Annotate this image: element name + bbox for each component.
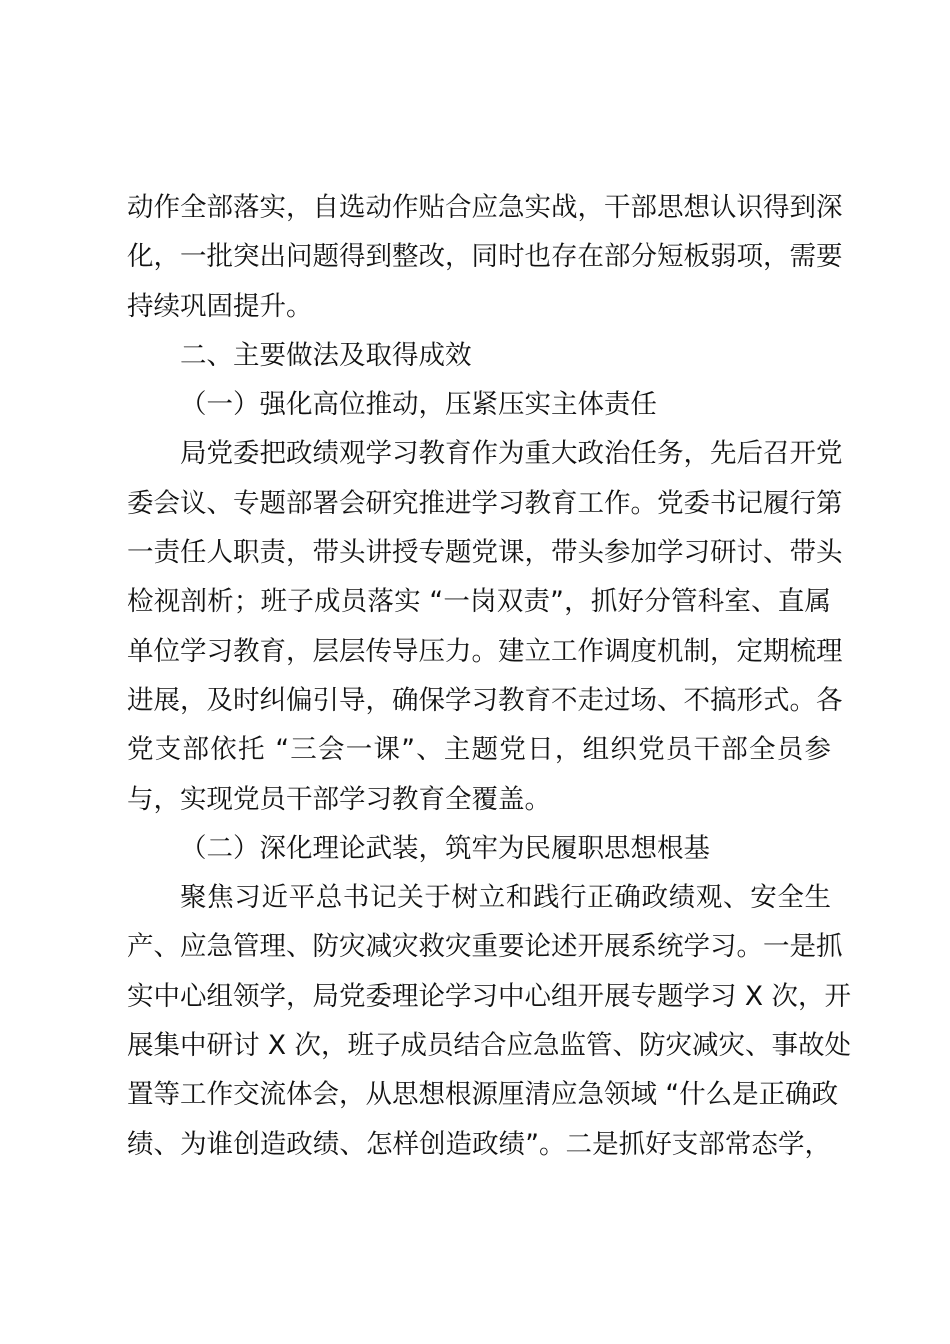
paragraph-line: 与，实现党员干部学习教育全覆盖。: [127, 783, 551, 815]
paragraph-line: 单位学习教育，层层传导压力。建立工作调度机制，定期梳理: [127, 635, 843, 667]
paragraph-line: 持续巩固提升。: [127, 290, 313, 322]
paragraph-line: 委会议、专题部署会研究推进学习教育工作。党委书记履行第: [127, 487, 843, 519]
paragraph-line: 聚焦习近平总书记关于树立和践行正确政绩观、安全生: [180, 882, 831, 914]
paragraph-line: 党支部依托 “三会一课”、主题党日，组织党员干部全员参: [127, 734, 831, 766]
paragraph-line: 化，一批突出问题得到整改，同时也存在部分短板弱项，需要: [127, 241, 843, 273]
paragraph-line: 展集中研讨 X 次，班子成员结合应急监管、防灾减灾、事故处: [127, 1030, 852, 1062]
document-body: [127, 183, 852, 1169]
paragraph-line: 一责任人职责，带头讲授专题党课，带头参加学习研讨、带头: [127, 537, 843, 569]
paragraph-line: 绩、为谁创造政绩、怎样创造政绩”。二是抓好支部常态学，: [127, 1128, 831, 1160]
subsection-heading: （二）深化理论武装，筑牢为民履职思想根基: [180, 832, 710, 864]
paragraph-line: 进展，及时纠偏引导，确保学习教育不走过场、不搞形式。各: [127, 684, 843, 716]
paragraph-line: 检视剖析；班子成员落实 “一岗双责”，抓好分管科室、直属: [127, 586, 831, 618]
subsection-heading: （一）强化高位推动，压紧压实主体责任: [180, 389, 657, 421]
paragraph-line: 局党委把政绩观学习教育作为重大政治任务，先后召开党: [180, 438, 843, 470]
paragraph-line: 置等工作交流体会，从思想根源厘清应急领域 “什么是正确政: [127, 1079, 839, 1111]
paragraph-line: 产、应急管理、防灾减灾救灾重要论述开展系统学习。一是抓: [127, 931, 843, 963]
section-heading: 二、主要做法及取得成效: [180, 339, 472, 371]
paragraph-line: 实中心组领学，局党委理论学习中心组开展专题学习 X 次，开: [127, 980, 852, 1012]
paragraph-line: 动作全部落实，自选动作贴合应急实战，干部思想认识得到深: [127, 192, 843, 223]
